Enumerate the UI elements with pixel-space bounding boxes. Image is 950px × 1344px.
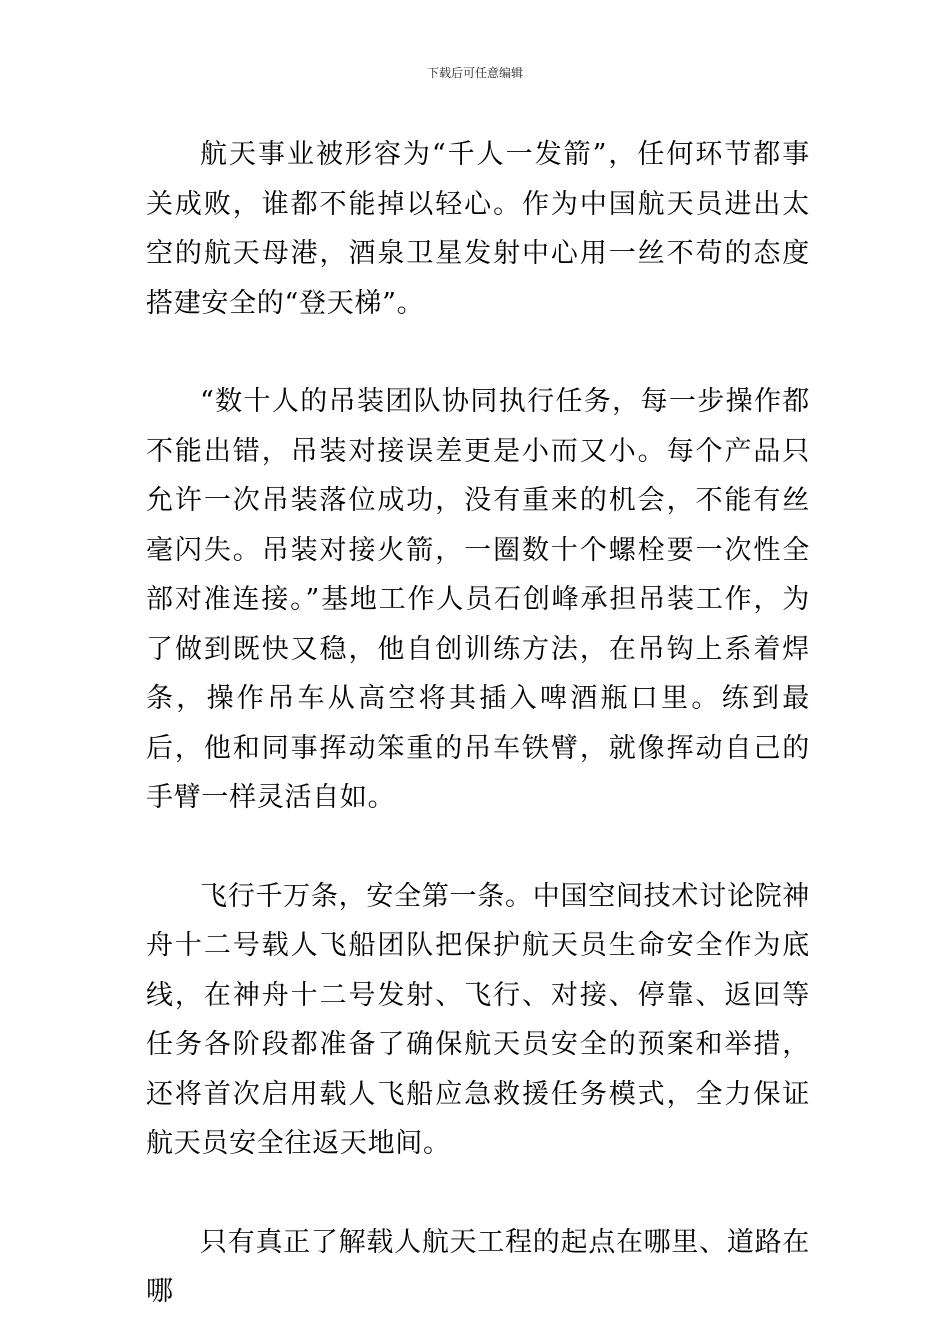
paragraph-4: 只有真正了解载人航天工程的起点在哪里、道路在哪 bbox=[146, 1226, 810, 1307]
page-header: 下载后可任意编辑 bbox=[426, 66, 523, 80]
document-body bbox=[146, 130, 810, 1317]
paragraph-2: “数十人的吊装团队协同执行任务，每一步操作都不能出错，吊装对接误差更是小而又小。每个产品只允许一次吊装落位成功，没有重来的机会，不能有丝毫闪失。吊装对接火箭，一圈数十个螺栓要一次性全部对准连接。”基地工作人员石创峰承担吊装工作，为了做到既快又稳，他自创训练方法，在吊钩上系着焊条，操作吊车从高空将其插入啤酒瓶口里。练到最后，他和同事挥动笨重的吊车铁臂，就像挥动自己的手臂一样灵活自如。 bbox=[146, 386, 810, 813]
paragraph-3: 飞行千万条，安全第一条。中国空间技术讨论院神舟十二号载人飞船团队把保护航天员生命安全作为底线，在神舟十二号发射、飞行、对接、停靠、返回等任务各阶段都准备了确保航天员安全的预案和举措，还将首次启用载人飞船应急救援任务模式，全力保证航天员安全往返天地间。 bbox=[146, 880, 810, 1159]
paragraph-1: 航天事业被形容为“千人一发箭”，任何环节都事关成败，谁都不能掉以轻心。作为中国航天员进出太空的航天母港，酒泉卫星发射中心用一丝不苟的态度搭建安全的“登天梯”。 bbox=[146, 139, 810, 319]
